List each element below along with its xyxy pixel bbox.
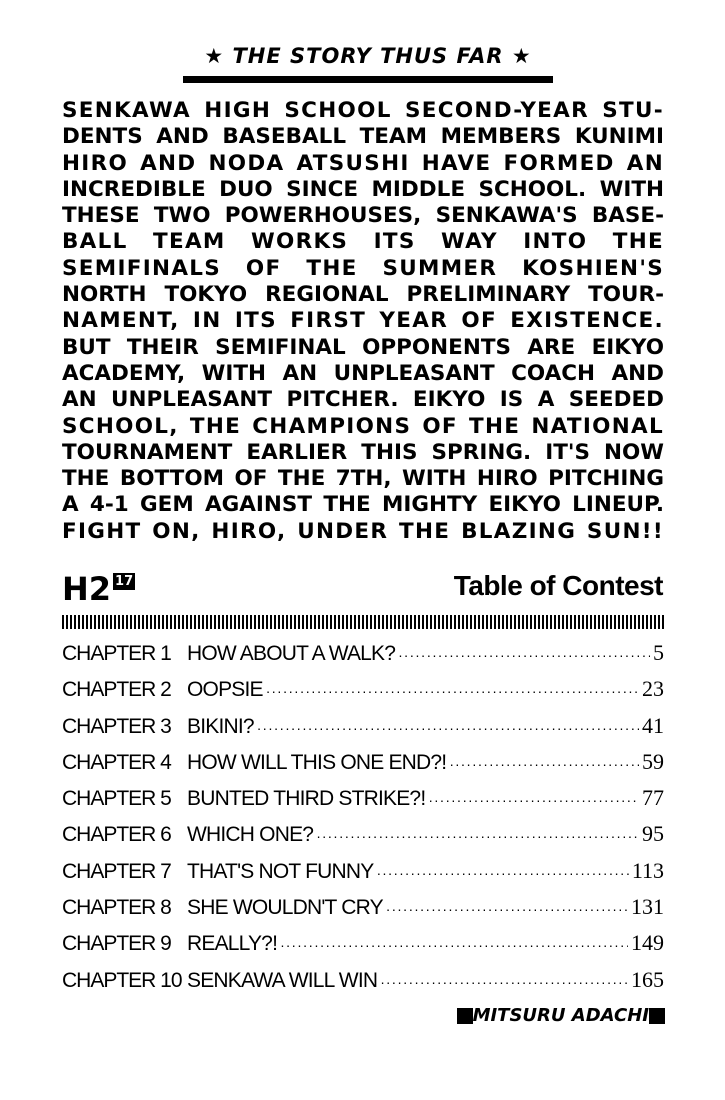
leader-dots	[376, 865, 628, 881]
page-number: 165	[631, 966, 664, 992]
page-number: 41	[642, 712, 664, 738]
summary-line: INCREDIBLE DUO SINCE MIDDLE SCHOOL. WITH	[62, 176, 664, 202]
page-number: 5	[653, 640, 664, 665]
page-number: 95	[642, 821, 664, 847]
chapter-title: WHICH ONE?	[187, 823, 314, 847]
table-of-contents	[62, 640, 664, 1003]
summary-line: A 4-1 GEM AGAINST THE MIGHTY EIKYO LINEUP.	[62, 492, 664, 518]
toc-row	[62, 894, 664, 930]
toc-row	[62, 785, 664, 821]
summary-line: SCHOOL, THE CHAMPIONS OF THE NATIONAL	[62, 413, 664, 439]
chapter-number: CHAPTER 3	[62, 714, 171, 738]
chapter-title: SHE WOULDN'T CRY	[187, 896, 383, 920]
summary-line: ACADEMY, WITH AN UNPLEASANT COACH AND	[62, 360, 664, 386]
square-mark-right	[649, 1008, 665, 1024]
chapter-number: CHAPTER 6	[62, 823, 171, 847]
toc-row	[62, 749, 664, 785]
leader-dots	[380, 974, 628, 990]
chapter-number: CHAPTER 2	[62, 678, 171, 702]
tick-border	[62, 615, 664, 629]
chapter-number: CHAPTER 8	[62, 896, 171, 920]
toc-row	[62, 640, 664, 676]
chapter-title: BUNTED THIRD STRIKE?!	[187, 787, 426, 811]
chapter-number: CHAPTER 10	[62, 968, 182, 992]
leader-dots	[449, 756, 639, 772]
header-rule	[183, 76, 553, 83]
author-credit	[457, 1005, 665, 1026]
page-number: 113	[631, 857, 664, 883]
summary-line: HIRO AND NODA ATSUSHI HAVE FORMED AN	[62, 150, 664, 176]
leader-dots	[398, 647, 650, 663]
chapter-number: CHAPTER 4	[62, 750, 171, 774]
page-number: 77	[642, 785, 664, 811]
leader-dots	[266, 683, 639, 699]
chapter-title: SENKAWA WILL WIN	[187, 968, 378, 992]
chapter-title: OOPSIE	[187, 678, 263, 702]
summary-line: BALL TEAM WORKS ITS WAY INTO THE	[62, 229, 664, 255]
story-header: ★ THE STORY THUS FAR ★	[204, 44, 532, 68]
chapter-title: HOW ABOUT A WALK?	[187, 642, 396, 665]
page-number: 23	[642, 676, 664, 702]
summary-line: NAMENT, IN ITS FIRST YEAR OF EXISTENCE.	[62, 308, 664, 334]
volume-number: 17	[115, 574, 134, 589]
summary-line: FIGHT ON, HIRO, UNDER THE BLAZING SUN!!	[62, 518, 664, 544]
chapter-title: BIKINI?	[187, 714, 254, 738]
story-summary	[62, 98, 664, 545]
summary-line: THE BOTTOM OF THE 7TH, WITH HIRO PITCHING	[62, 466, 664, 492]
toc-row	[62, 821, 664, 857]
leader-dots	[428, 792, 639, 808]
chapter-title: THAT'S NOT FUNNY	[187, 859, 374, 883]
chapter-number: CHAPTER 5	[62, 787, 171, 811]
leader-dots	[316, 828, 639, 844]
summary-line: DENTS AND BASEBALL TEAM MEMBERS KUNIMI	[62, 124, 664, 150]
toc-row	[62, 858, 664, 894]
toc-row	[62, 930, 664, 966]
leader-dots	[280, 937, 628, 953]
chapter-title: REALLY?!	[187, 932, 278, 956]
page-number: 149	[631, 930, 664, 956]
toc-row	[62, 967, 664, 1003]
toc-row	[62, 676, 664, 712]
volume-label	[62, 570, 135, 608]
page-number: 59	[642, 748, 664, 774]
chapter-number: CHAPTER 1	[62, 642, 171, 665]
summary-line: SEMIFINALS OF THE SUMMER KOSHIEN'S	[62, 255, 664, 281]
leader-dots	[257, 720, 639, 736]
author-name: MITSURU ADACHI	[472, 1005, 649, 1026]
chapter-title: HOW WILL THIS ONE END?!	[187, 750, 447, 774]
summary-line: AN UNPLEASANT PITCHER. EIKYO IS A SEEDED	[62, 387, 664, 413]
leader-dots	[386, 901, 628, 917]
series-name: H2	[62, 570, 112, 608]
chapter-number: CHAPTER 7	[62, 859, 171, 883]
summary-line: SENKAWA HIGH SCHOOL SECOND-YEAR STU-	[62, 98, 664, 123]
summary-line: BUT THEIR SEMIFINAL OPPONENTS ARE EIKYO	[62, 334, 664, 360]
page-number: 131	[631, 894, 664, 920]
square-mark-left	[457, 1008, 473, 1024]
chapter-number: CHAPTER 9	[62, 932, 171, 956]
summary-line: THESE TWO POWERHOUSES, SENKAWA'S BASE-	[62, 203, 664, 229]
summary-line: NORTH TOKYO REGIONAL PRELIMINARY TOUR-	[62, 282, 664, 308]
summary-line: TOURNAMENT EARLIER THIS SPRING. IT'S NOW	[62, 439, 664, 465]
toc-row	[62, 713, 664, 749]
toc-title: Table of Contest	[453, 570, 663, 601]
